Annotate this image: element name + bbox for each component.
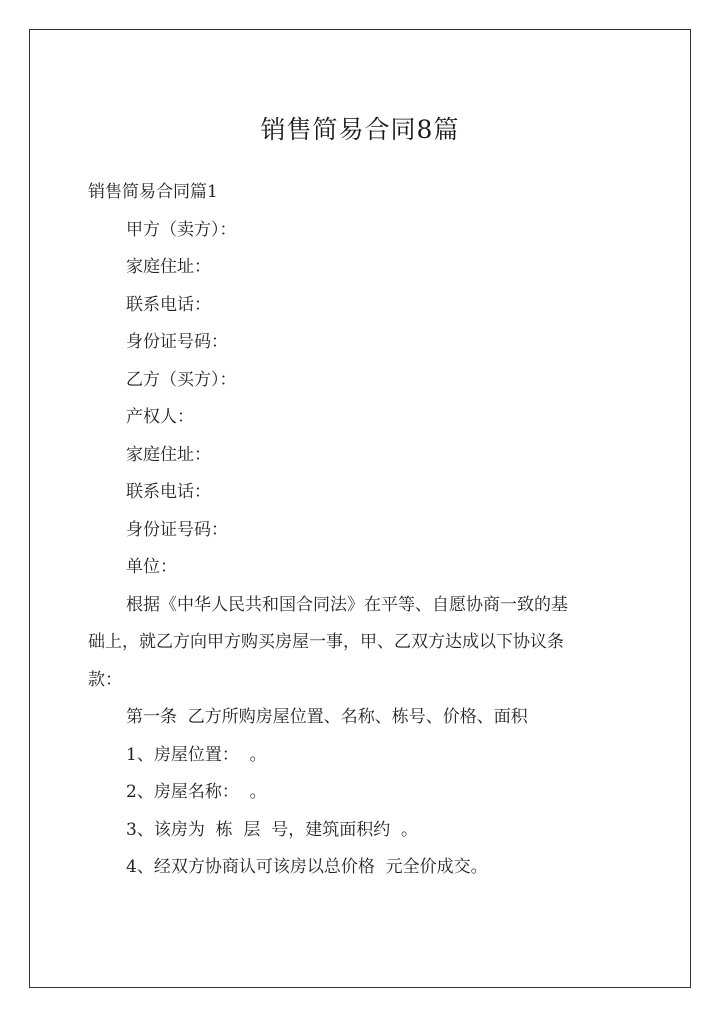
agreement-paragraph-line-3: 款：	[88, 669, 122, 690]
buyer-address-label: 家庭住址：	[126, 444, 211, 465]
seller-phone-label: 联系电话：	[126, 294, 211, 315]
buyer-label: 乙方（买方）：	[126, 369, 237, 390]
seller-address-label: 家庭住址：	[126, 257, 211, 277]
clause-item-area: 3、该房为 栋 层 号，建筑面积约 。	[126, 819, 419, 840]
clause-item-name: 2、房屋名称： 。	[126, 782, 267, 802]
agreement-paragraph-line-2: 础上，就乙方向甲方购买房屋一事，甲、乙双方达成以下协议条	[88, 632, 564, 652]
clause-item-location: 1、房屋位置： 。	[126, 744, 267, 765]
seller-label: 甲方（卖方）：	[126, 219, 237, 240]
agreement-paragraph-line-1: 根据《中华人民共和国合同法》在平等、自愿协商一致的基	[126, 594, 568, 615]
document-body	[88, 174, 636, 887]
section-heading: 销售简易合同篇1	[88, 182, 218, 202]
seller-id-label: 身份证号码：	[126, 332, 228, 352]
clause-item-price: 4、经双方协商认可该房以总价格 元全价成交。	[126, 857, 488, 877]
owner-label: 产权人：	[126, 407, 194, 427]
buyer-id-label: 身份证号码：	[126, 519, 228, 540]
work-unit-label: 单位：	[126, 557, 177, 577]
document-title: 销售简易合同8篇	[260, 115, 460, 144]
buyer-phone-label: 联系电话：	[126, 482, 211, 502]
clause-one-heading: 第一条 乙方所购房屋位置、名称、栋号、价格、面积	[126, 707, 528, 727]
